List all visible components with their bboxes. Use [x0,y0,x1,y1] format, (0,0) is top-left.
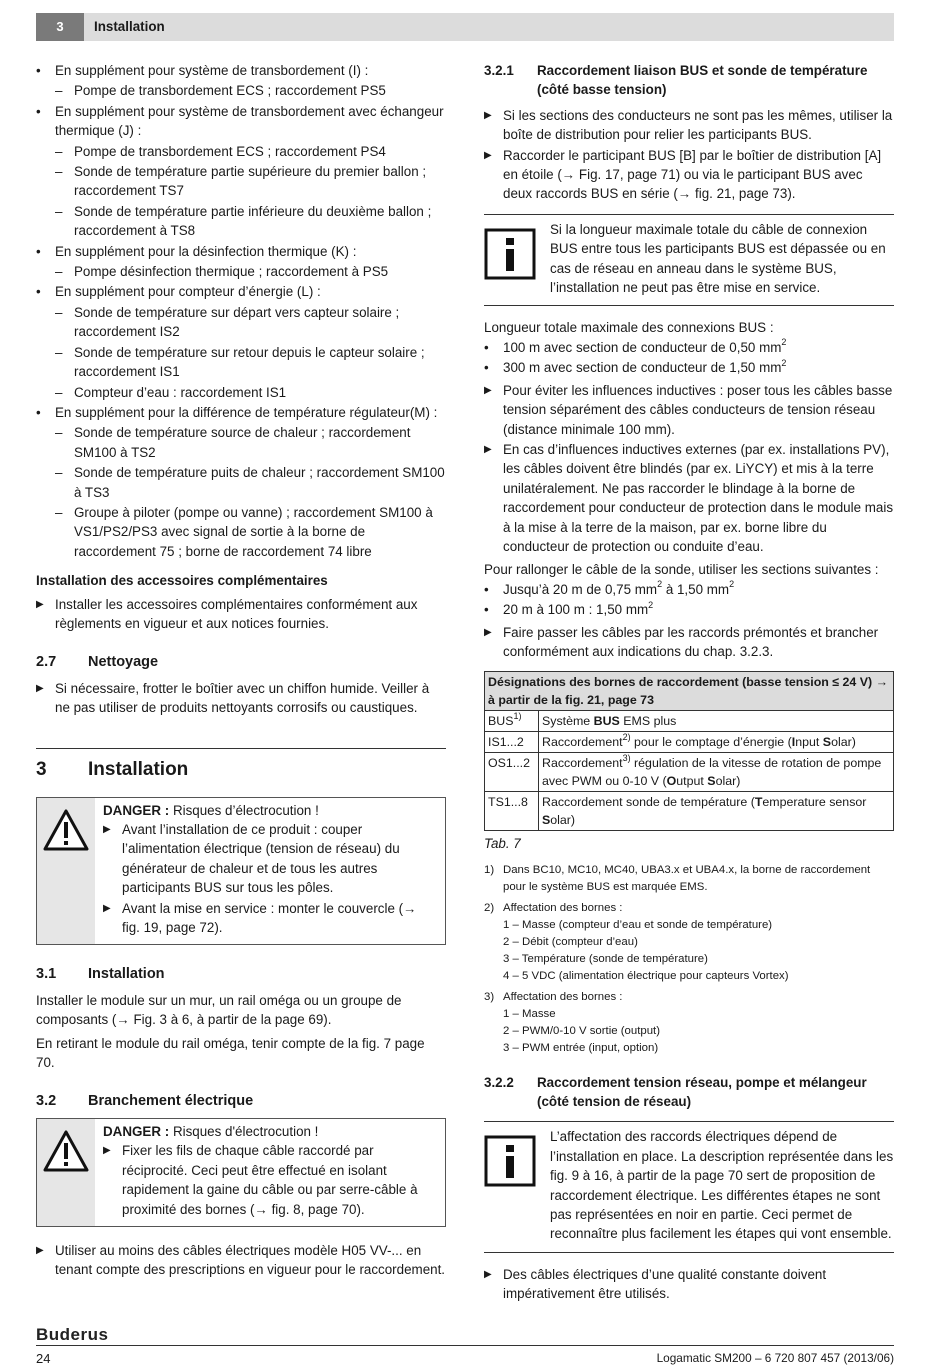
heading-number: 3.1 [36,966,57,983]
description-cell: Raccordement$^{3)}$ régulation de la vitesse de rotation de pompe avec PWM ou 0-10 V (Output Solar) [539,753,894,792]
heading-title: Branchement électrique [88,1093,254,1110]
list-item: • En supplément pour compteur d’énergie (L) : [36,282,446,301]
heading-number: 2.7 [36,654,57,671]
buderus-logo: Buderus [36,1325,109,1344]
table-row [485,711,894,732]
list-subitem: – Sonde de température sur retour depuis le capteur solaire ; raccordement IS1 [36,343,446,382]
list-subitem: – Sonde de température partie inférieure du deuxième ballon ; raccordement à TS8 [36,202,446,241]
cleaning-step: ▶ Si nécessaire, frotter le boîtier avec un chiffon humide. Veiller à ne pas utiliser de produits nettoyants corrosifs ou caustiques. [36,679,446,718]
footnote: 3) Affectation des bornes : 1 – Masse 2 – PWM/0-10 V sortie (output) 3 – PWM entrée (input, option) [484,991,660,1054]
list-subitem: – Pompe de transbordement ECS ; raccordement PS4 [36,142,446,161]
bus-length-item: • 100 m avec section de conducteur de 0,50 $mm^2$ [484,338,894,357]
table-caption: Tab. 7 [484,836,521,852]
accessories-heading: Installation des accessoires complémentaires [36,573,328,589]
terminal-cell: BUS$^{1)}$ [485,711,539,732]
terminal-cell [485,753,539,792]
description-cell: Raccordement$^{2)}$ pour le comptage d’énergie (Input Solar) [539,732,894,753]
danger-label: DANGER : [103,802,170,818]
heading-number: 3.2 [36,1093,57,1110]
danger-text: Risques d’électrocution ! [169,802,319,818]
heading-3-2-2 [484,1073,894,1112]
heading-title: Installation [88,758,189,780]
inductive-step: ▶ Pour éviter les influences inductives : poser tous les câbles basse tension séparément des câbles conducteurs de tension réseau (distance minimale 100 mm). [484,381,894,439]
extend-step: ▶ Faire passer les câbles par les raccords prémontés et brancher conformément aux indications du chap. 3.2.3. [484,623,894,662]
terminal-key: IS1...2 [488,735,524,750]
info-box-bus-length [484,214,894,307]
list-subitem: – Compteur d’eau : raccordement IS1 [36,383,446,402]
table-row [485,792,894,831]
terminal-key: TS1...8 [488,795,528,810]
terminal-cell [485,732,539,753]
description-cell: Raccordement sonde de température (Temperature sensor Solar) [539,792,894,831]
danger-text: Risques d'électrocution ! [169,1123,319,1139]
heading-2-7 [36,653,446,672]
heading-title: Raccordement liaison BUS et sonde de température (côté basse tension) [537,63,868,98]
terminal-cell [485,792,539,831]
danger-step: ▶ Avant la mise en service : monter le couvercle (→ fig. 19, page 72). [103,899,437,938]
danger-box-electrocution [36,797,446,946]
danger-step: ▶ Avant l’installation de ce produit : couper l’alimentation électrique (tension de réseau) du générateur de chaleur et de tous les autres participants BUS sur tous les pôles. [103,820,437,898]
extend-intro: Pour rallonger le câble de la sonde, utiliser les sections suivantes : [484,562,879,578]
table-row [485,732,894,753]
list-subitem: – Sonde de température partie supérieure du premier ballon ; raccordement TS7 [36,162,446,201]
table-header: Désignations des bornes de raccordement (basse tension ≤ 24 V) → à partir de la fig. 21, page 73 [485,672,894,711]
bus-step: ▶ Si les sections des conducteurs ne sont pas les mêmes, utiliser la boîte de distribution pour relier les participants BUS. [484,106,894,145]
list-subitem: – Sonde de température puits de chaleur ; raccordement SM100 à TS3 [36,463,446,502]
bus-step: ▶ Raccorder le participant BUS [B] par le boîtier de distribution [A] en étoile (→ Fig. 17, page 71) ou via le participant BUS avec deux raccords BUS en série (→ fig. 21, page 73). [484,146,894,204]
heading-number: 3.2.2 [484,1074,514,1090]
heading-title: Nettoyage [88,654,159,671]
installation-paragraph: Installer le module sur un mur, un rail oméga ou un groupe de composants (→ Fig. 3 à 6, à partir de la page 69). [36,992,402,1028]
list-subitem: – Sonde de température source de chaleur ; raccordement SM100 à TS2 [36,423,446,462]
system-options-list [36,61,446,561]
heading-title: Raccordement tension réseau, pompe et mélangeur (côté tension de réseau) [537,1074,867,1109]
installation-paragraph: En retirant le module du rail oméga, tenir compte de la fig. 7 page 70. [36,1035,425,1071]
info-text: L’affectation des raccords électriques dépend de l’installation en place. La description représentée dans les fig. 9 à 16, à partir de la page 70 sert de proposition de raccordement électrique. Les différentes étapes ne sont pas représentées en noir en partie. Ceci permet de reconnaître plus facilement les étapes qui vont ensemble. [550,1129,894,1242]
section-title: Installation [94,19,165,34]
description-cell: Système BUS EMS plus [539,711,894,732]
section-number: 3 [36,13,84,41]
extend-item: • 20 m à 100 m : 1,50 $mm^2$ [484,600,894,619]
list-subitem: – Sonde de température sur départ vers capteur solaire ; raccordement IS2 [36,303,446,342]
heading-3-2 [36,1092,446,1111]
terminal-table [484,671,894,831]
section-header-bar [36,13,894,41]
right-column [484,61,894,1305]
accessories-step: ▶ Installer les accessoires complémentaires conformément aux règlements en vigueur et aux notices fournies. [36,595,446,634]
warning-icon [37,1119,95,1226]
info-text: Si la longueur maximale totale du câble de connexion BUS entre tous les participants BUS est dépassée ou en cas de réseau en anneau dans le système BUS, l’installation ne peut pas être mise en service. [550,221,886,296]
danger-box-wiring [36,1118,446,1227]
left-column [36,61,446,1281]
heading-3-2-1 [484,61,894,100]
heading-number: 3 [36,758,47,780]
list-item: • En supplément pour système de transbordement (I) : [36,61,446,80]
list-item: • En supplément pour la différence de température régulateur(M) : [36,403,446,422]
heading-title: Installation [88,966,165,983]
heading-3-1 [36,965,446,984]
extend-item: • Jusqu’à 20 m de 0,75 $mm^2$ à 1,50 $mm^2$ [484,580,894,599]
cable-step: ▶ Utiliser au moins des câbles électriques modèle H05 VV-... en tenant compte des prescriptions en vigueur pour le raccordement. [36,1241,446,1280]
danger-step: ▶ Fixer les fils de chaque câble raccordé par réciprocité. Ceci peut être effectué en isolant rapidement la gaine du câble ou par serre-câble à proximité des bornes (→ fig. 8, page 70). [103,1141,437,1219]
warning-icon [37,798,95,945]
footer-divider [36,1345,894,1346]
footnote: 2) Affectation des bornes : 1 – Masse (compteur d’eau et sonde de température) 2 – Débit (compteur d’eau) 3 – Température (sonde de température) 4 – 5 VDC (alimentation électrique pour capteurs Vortex) [484,902,789,982]
list-subitem: – Pompe désinfection thermique ; raccordement à PS5 [36,262,446,281]
info-icon [484,1127,550,1243]
list-subitem: – Groupe à piloter (pompe ou vanne) ; raccordement SM100 à VS1/PS2/PS3 avec signal de sortie à la borne de raccordement 75 ; borne de raccordement 74 libre [36,503,446,561]
bus-length-item: • 300 m avec section de conducteur de 1,50 $mm^2$ [484,358,894,377]
danger-label: DANGER : [103,1123,170,1139]
terminal-key: OS1...2 [488,756,531,771]
heading-3 [36,748,446,783]
inductive-step: ▶ En cas d’influences inductives externes (par ex. installations PV), les câbles doivent être blindés (par ex. LiYCY) et mis à la terre unilatéralement. Ne pas raccorder le blindage à la borne de raccordement pour conducteur de protection dans le module mais à la mise à la terre de la maison, par ex. borne libre du conducteur de protection ou conduite d’eau. [484,440,894,556]
document-reference: Logamatic SM200 – 6 720 807 457 (2013/06) [656,1351,894,1365]
info-icon [484,220,550,298]
bus-length-intro: Longueur totale maximale des connexions BUS : [484,320,774,336]
footnote: 1) Dans BC10, MC10, MC40, UBA3.x et UBA4.x, la borne de raccordement pour le système BUS est marquée EMS. [484,863,871,893]
list-item: • En supplément pour la désinfection thermique (K) : [36,242,446,261]
table-row [485,753,894,792]
terminal-key: BUS [488,714,514,729]
cable-quality-step: ▶ Des câbles électriques d’une qualité constante doivent impérativement être utilisés. [484,1265,894,1304]
heading-number: 3.2.1 [484,63,514,78]
footnotes [484,862,894,1057]
list-item: • En supplément pour système de transbordement avec échangeur thermique (J) : [36,102,446,141]
info-box-wiring [484,1121,894,1252]
list-subitem: – Pompe de transbordement ECS ; raccordement PS5 [36,81,446,100]
page-number: 24 [36,1351,51,1366]
